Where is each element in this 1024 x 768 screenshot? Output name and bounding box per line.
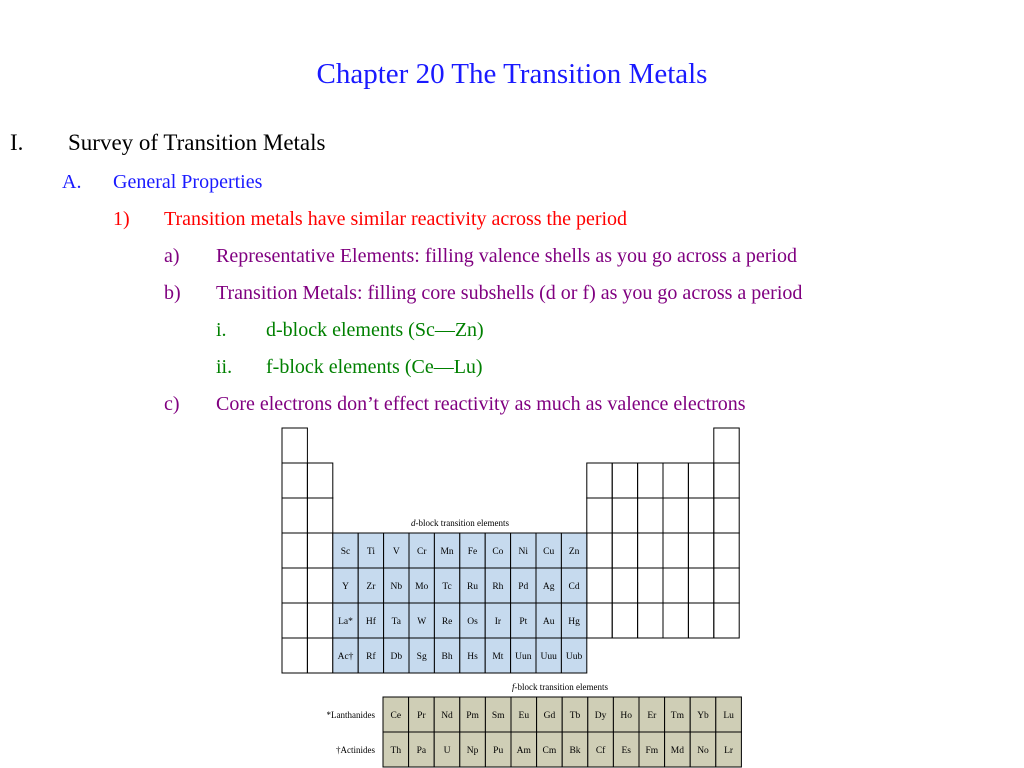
outline-item-text: Transition Metals: filling core subshells (d or f) as you go across a period (216, 282, 803, 304)
element-symbol: Y (342, 582, 349, 592)
table-cell (638, 533, 663, 568)
element-symbol: Cd (568, 582, 580, 592)
table-cell (282, 428, 307, 463)
element-symbol: Pr (417, 711, 426, 721)
d-block-caption-italic: d (411, 518, 416, 528)
element-symbol: Ni (518, 547, 529, 557)
d-block-caption (411, 518, 509, 528)
element-symbol: Lu (723, 711, 734, 721)
element-symbol: Am (516, 746, 531, 756)
table-cell (663, 568, 688, 603)
outline-subitem-text: f-block elements (Ce—Lu) (266, 356, 483, 378)
element-symbol: Ru (466, 582, 479, 592)
table-cell (612, 498, 637, 533)
element-symbol: Cf (595, 746, 606, 756)
element-symbol: Co (492, 547, 504, 557)
element-symbol: Sc (340, 547, 351, 557)
d-block-caption-rest: -block transition elements (415, 518, 509, 528)
f-block-cells (327, 697, 742, 767)
element-symbol: Ho (620, 711, 633, 721)
outline-point-marker: 1) (113, 208, 130, 230)
element-symbol: Bh (441, 652, 453, 662)
outline-subitem-marker: ii. (216, 356, 233, 378)
table-cell (587, 463, 612, 498)
element-symbol: Yb (697, 711, 709, 721)
table-cell (282, 638, 307, 673)
element-symbol: Sm (491, 711, 505, 721)
element-symbol: Rf (366, 652, 376, 662)
table-cell (307, 498, 332, 533)
element-symbol: Ti (366, 547, 375, 557)
table-cell (688, 568, 713, 603)
element-symbol: Pu (493, 746, 504, 756)
f-block-row-label: †Actinides (336, 745, 375, 755)
element-symbol: Ce (390, 711, 402, 721)
element-symbol: Hs (467, 652, 478, 662)
element-symbol: Db (390, 652, 403, 662)
outline-point-text: Transition metals have similar reactivity across the period (164, 208, 628, 230)
table-cell (587, 498, 612, 533)
table-cell (612, 603, 637, 638)
element-symbol: Zn (568, 547, 580, 557)
table-cell (663, 533, 688, 568)
table-cell (688, 603, 713, 638)
table-cell (282, 568, 307, 603)
table-cell (638, 498, 663, 533)
element-symbol: Cu (543, 547, 555, 557)
element-symbol: Sg (416, 652, 427, 662)
outline-item-text: Core electrons don’t effect reactivity as much as valence electrons (216, 393, 746, 415)
table-cell (612, 533, 637, 568)
element-symbol: No (697, 746, 709, 756)
table-cell (714, 533, 739, 568)
table-cell (282, 498, 307, 533)
table-cell (307, 603, 332, 638)
element-symbol: W (417, 617, 427, 627)
table-cell (282, 603, 307, 638)
table-cell (714, 603, 739, 638)
outline-subitem-text: d-block elements (Sc—Zn) (266, 319, 484, 341)
element-symbol: Au (542, 617, 555, 627)
element-symbol: Uub (565, 652, 583, 662)
table-cell (638, 568, 663, 603)
element-symbol: Gd (543, 711, 556, 721)
outline-subsection-text: General Properties (113, 171, 263, 193)
element-symbol: Pd (518, 582, 529, 592)
element-symbol: Zr (366, 582, 376, 592)
element-symbol: Os (467, 617, 478, 627)
element-symbol: Cm (542, 746, 557, 756)
element-symbol: Pt (519, 617, 528, 627)
element-symbol: Cr (416, 547, 427, 557)
element-symbol: Ag (542, 582, 555, 592)
f-block-caption-italic: f (512, 682, 515, 692)
table-cell (587, 533, 612, 568)
outline-section-marker: I. (10, 130, 24, 155)
table-cell (688, 498, 713, 533)
table-cell (714, 498, 739, 533)
f-block-caption (512, 682, 608, 692)
element-symbol: Md (670, 746, 685, 756)
table-cell (663, 498, 688, 533)
element-symbol: Ir (494, 617, 502, 627)
table-cell (688, 463, 713, 498)
table-cell (307, 463, 332, 498)
element-symbol: Lr (724, 746, 734, 756)
element-symbol: Th (390, 746, 402, 756)
element-symbol: Np (466, 746, 479, 756)
element-symbol: Es (621, 746, 631, 756)
element-symbol: Mo (415, 582, 429, 592)
element-symbol: Eu (518, 711, 530, 721)
d-block-cells (333, 533, 587, 673)
table-cell (714, 463, 739, 498)
element-symbol: Hf (365, 617, 376, 627)
element-symbol: Tb (569, 711, 581, 721)
outline-subitem-marker: i. (216, 319, 227, 341)
element-symbol: Pm (466, 711, 479, 721)
element-symbol: Pa (416, 746, 427, 756)
table-cell (612, 463, 637, 498)
element-symbol: Rh (492, 582, 504, 592)
element-symbol: Tc (442, 582, 452, 592)
element-symbol: La* (338, 617, 353, 627)
element-symbol: Uuu (540, 652, 557, 662)
table-cell (587, 603, 612, 638)
table-cell (638, 463, 663, 498)
element-symbol: V (392, 547, 400, 557)
element-symbol: Nb (390, 582, 403, 592)
table-cell (612, 568, 637, 603)
element-symbol: Mn (440, 547, 454, 557)
element-symbol: Mt (492, 652, 504, 662)
element-symbol: Uun (515, 652, 532, 662)
table-cell (307, 638, 332, 673)
element-symbol: Ta (391, 617, 401, 627)
element-symbol: Re (441, 617, 453, 627)
element-symbol: U (443, 746, 451, 756)
table-cell (587, 568, 612, 603)
outline-item-text: Representative Elements: filling valence shells as you go across a period (216, 245, 797, 267)
f-block-row-label: *Lanthanides (326, 710, 375, 720)
f-block-caption-rest: -block transition elements (514, 682, 608, 692)
outline-item-marker: b) (164, 282, 181, 304)
table-cell (714, 568, 739, 603)
table-cell (307, 533, 332, 568)
table-cell (688, 533, 713, 568)
table-cell (714, 428, 739, 463)
outline-section-text: Survey of Transition Metals (68, 130, 326, 155)
table-cell (307, 568, 332, 603)
table-cell (638, 603, 663, 638)
outline-item-marker: c) (164, 393, 180, 415)
table-cell (282, 463, 307, 498)
slide-title: Chapter 20 The Transition Metals (316, 58, 708, 90)
element-symbol: Nd (441, 711, 453, 721)
table-cell (663, 603, 688, 638)
element-symbol: Fe (467, 547, 478, 557)
element-symbol: Hg (568, 617, 580, 627)
element-symbol: Fm (645, 746, 659, 756)
element-symbol: Tm (670, 711, 685, 721)
outline-subsection-marker: A. (62, 171, 82, 193)
element-symbol: Bk (569, 746, 581, 756)
table-cell (282, 533, 307, 568)
element-symbol: Dy (594, 711, 607, 721)
table-cell (663, 463, 688, 498)
element-symbol: Ac† (337, 652, 354, 662)
element-symbol: Er (647, 711, 657, 721)
outline-item-marker: a) (164, 245, 180, 267)
